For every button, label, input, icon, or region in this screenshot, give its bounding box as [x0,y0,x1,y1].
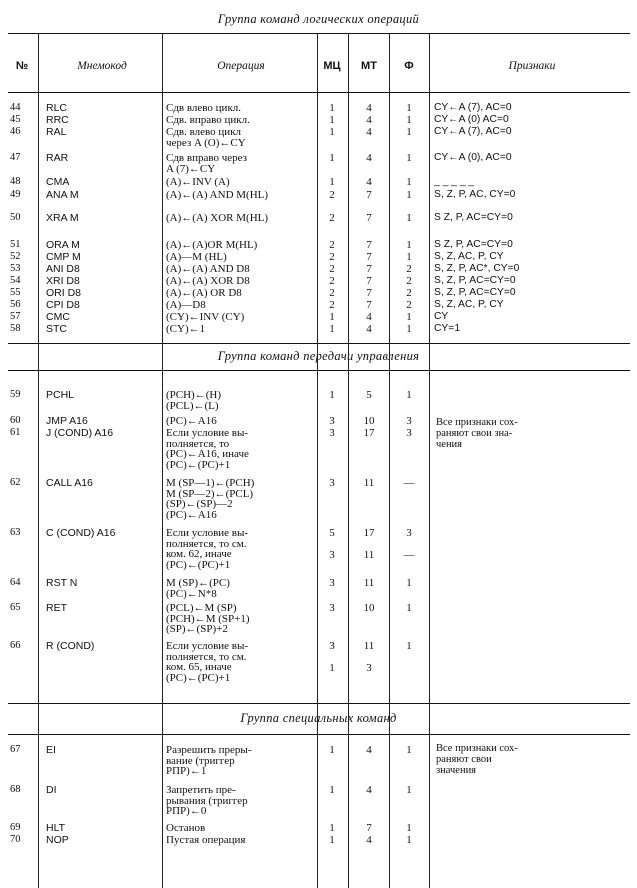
operation [166,252,316,263]
row-number: 65 [10,602,21,613]
header-flags: Признаки [508,60,556,72]
mnemonic: RAR [46,152,69,164]
clock-ticks: 4 [366,744,372,756]
row-number: 49 [10,189,21,200]
column-rule [389,33,390,888]
flags: S, Z, P, AC*, CY=0 [434,263,520,274]
header-mc: МЦ [323,60,341,72]
header-no: № [15,60,29,72]
row-number: 47 [10,152,21,163]
operation [166,264,316,275]
machine-cycles: 3 [329,577,335,589]
operation [166,177,316,188]
operation [166,785,316,817]
format-bytes: 1 [406,176,412,188]
operation [166,578,316,599]
operation-line: (SP)←(SP)+2 [166,623,228,635]
format-bytes: 1 [406,602,412,614]
mnemonic: NOP [46,834,69,846]
machine-cycles: 1 [329,389,335,401]
format-bytes: 1 [406,114,412,126]
operation-line: (PCH)←M (SP+1) [166,612,250,625]
operation-line: Разрешить преры- [166,744,252,756]
operation-line: (A)←(A) XOR M(HL) [166,212,269,224]
row-number: 69 [10,822,21,833]
clock-ticks: 4 [366,126,372,138]
operation [166,127,316,148]
column-rule [317,33,318,888]
operation-line: (SP)←(SP)—2 [166,498,233,510]
clock-ticks: 4 [366,152,372,164]
mnemonic: RET [46,602,67,614]
format-bytes: 1 [406,239,412,251]
operation-line: (A)—D8 [166,299,206,311]
note-line: чения [436,439,463,450]
machine-cycles: 3 [329,427,335,439]
operation-line: Если условие вы- [166,640,249,652]
machine-cycles: 1 [329,126,335,138]
operation-line: ком. 65, иначе [166,661,232,673]
operation [166,300,316,311]
machine-cycles: 1 [329,311,335,323]
clock-ticks: 7 [366,822,372,834]
operation-line: Запретить пре- [166,784,236,796]
clock-ticks: 4 [366,834,372,846]
format-bytes: 2 [406,263,412,275]
flags: S Z, P, AC=CY=0 [434,239,513,250]
operation-line: A (7)←CY [166,162,216,175]
operation-line: ком. 62, иначе [166,548,232,560]
row-number: 54 [10,275,21,286]
format-bytes: 1 [406,784,412,796]
flags: _ _ _ _ _ [434,176,475,187]
operation-line: (PC)←(PC)+1 [166,558,231,571]
format-bytes: 1 [406,389,412,401]
clock-ticks: 4 [366,176,372,188]
clock-ticks: 7 [366,251,372,263]
operation-line: M (SP—1)←(PCH) [166,477,255,489]
mnemonic: XRI D8 [46,275,80,287]
column-rule [162,33,163,888]
mnemonic: R (COND) [46,640,95,652]
row-number: 48 [10,176,21,187]
machine-cycles-alt: 3 [329,548,335,561]
format-bytes: — [403,477,415,489]
operation-line: (A)—M (HL) [166,251,227,263]
note-line: значения [436,765,477,776]
machine-cycles: 1 [329,102,335,114]
format-bytes: 2 [406,287,412,299]
row-number: 66 [10,640,21,651]
header-f: Ф [404,60,414,72]
clock-ticks: 7 [366,287,372,299]
clock-ticks: 10 [363,415,375,427]
machine-cycles: 1 [329,744,335,756]
row-number: 60 [10,415,21,426]
operation [166,240,316,251]
row-number: 59 [10,389,21,400]
operation-line: Останов [166,822,206,834]
machine-cycles: 1 [329,176,335,188]
operation [166,153,316,174]
machine-cycles: 1 [329,323,335,335]
operation-line: вание (триггер [166,754,235,767]
machine-cycles: 2 [329,189,335,201]
operation [166,528,316,570]
machine-cycles: 1 [329,152,335,164]
flags: S Z, P, AC=CY=0 [434,212,513,223]
mnemonic: RST N [46,577,78,589]
operation [166,324,316,335]
machine-cycles: 5 [329,527,335,539]
row-number: 44 [10,102,21,113]
clock-ticks: 10 [363,602,375,614]
operation [166,823,316,834]
note-line: Все признаки сох- [436,417,518,428]
row-number: 68 [10,784,21,795]
flags: S, Z, P, AC=CY=0 [434,287,516,298]
operation-line: через A (O)←CY [166,136,246,149]
operation-line: РПР)←1 [166,765,207,777]
format-bytes: 1 [406,102,412,114]
operation-line: (PCL)←(L) [166,399,219,412]
row-number: 55 [10,287,21,298]
operation [166,103,316,114]
divider [8,33,630,34]
flags: CY←A (7), AC=0 [434,126,512,137]
machine-cycles: 1 [329,822,335,834]
flags: CY [434,311,449,322]
row-number: 70 [10,834,21,845]
format-bytes: 1 [406,640,412,652]
operation [166,390,316,411]
mnemonic: EI [46,744,56,756]
operation [166,416,316,427]
row-number: 63 [10,527,21,538]
operation-line: (A)←(A) OR D8 [166,287,242,299]
format-bytes: 2 [406,275,412,287]
clock-ticks: 11 [363,640,375,652]
operation-line: (A)←(A) XOR D8 [166,275,250,287]
clock-ticks: 7 [366,299,372,311]
machine-cycles: 3 [329,640,335,652]
mnemonic: CMP M [46,251,81,263]
row-number: 57 [10,311,21,322]
column-rule [348,33,349,888]
row-number: 61 [10,427,21,438]
row-number: 64 [10,577,21,588]
operation-line: (PC)←A16 [166,508,217,521]
format-bytes: 1 [406,744,412,756]
mnemonic: C (COND) A16 [46,527,116,539]
row-number: 52 [10,251,21,262]
clock-ticks: 7 [366,263,372,275]
operation [166,603,316,635]
clock-ticks: 4 [366,323,372,335]
clock-ticks: 17 [363,427,375,439]
machine-cycles: 2 [329,263,335,275]
operation [166,288,316,299]
mnemonic: ANA M [46,189,79,201]
header-mt: МТ [361,60,377,72]
format-bytes: 1 [406,834,412,846]
format-bytes-alt: — [403,548,415,561]
note-line: Все признаки сох- [436,743,518,754]
operation-line: (CY)←INV (CY) [166,311,245,323]
clock-ticks: 7 [366,239,372,251]
flags: CY=1 [434,323,461,334]
operation-line: (A)←(A) AND D8 [166,263,250,275]
operation [166,213,316,224]
clock-ticks: 11 [363,477,375,489]
clock-ticks-alt: 11 [363,548,375,561]
operation-line: (PC)←(PC)+1 [166,458,231,471]
operation [166,478,316,520]
format-bytes: 1 [406,311,412,323]
flags: S, Z, AC, P, CY [434,299,504,310]
operation-line: (PC)←A16, иначе [166,448,249,460]
operation-line: Сдв влево цикл. [166,102,242,114]
header-operation: Операция [217,60,265,72]
note-line: раняют свои [436,754,492,765]
operation-line: (PC)←N*8 [166,587,217,600]
clock-ticks-alt: 3 [366,661,372,674]
mnemonic: J (COND) A16 [46,427,114,439]
operation-line: Если условие вы- [166,427,249,439]
clock-ticks: 4 [366,311,372,323]
divider [8,703,630,704]
machine-cycles: 1 [329,784,335,796]
divider [8,343,630,344]
operation-line: M (SP—2)←(PCL) [166,487,254,500]
clock-ticks: 17 [363,527,375,539]
clock-ticks: 4 [366,102,372,114]
divider [8,734,630,735]
operation-line: Пустая операция [166,834,246,846]
operation-line: (A)←(A) AND M(HL) [166,189,269,201]
format-bytes: 3 [406,415,412,427]
operation-line: Сдв. вправо цикл. [166,114,250,126]
mnemonic: CMC [46,311,70,323]
operation-line: (PC)←(PC)+1 [166,671,231,684]
format-bytes: 1 [406,577,412,589]
operation [166,276,316,287]
column-rule [429,33,430,888]
operation-line: (CY)←1 [166,323,206,335]
operation-line: полняется, то см. [166,537,247,550]
mnemonic: ORA M [46,239,80,251]
format-bytes: 3 [406,427,412,439]
section-title-special: Группа специальных команд [240,711,397,725]
machine-cycles: 2 [329,275,335,287]
column-rule [38,33,39,888]
machine-cycles: 2 [329,251,335,263]
format-bytes: 2 [406,299,412,311]
divider [8,92,630,93]
machine-cycles: 3 [329,602,335,614]
mnemonic: CPI D8 [46,299,80,311]
header-mnemonic: Мнемокод [77,60,127,72]
clock-ticks: 5 [366,389,372,401]
operation-line: Сдв. влево цикл [166,126,242,138]
machine-cycles: 2 [329,239,335,251]
format-bytes: 1 [406,189,412,201]
format-bytes: 1 [406,323,412,335]
mnemonic: ANI D8 [46,263,80,275]
flags: S, Z, P, AC, CY=0 [434,189,516,200]
format-bytes: 1 [406,152,412,164]
mnemonic: RLC [46,102,68,114]
clock-ticks: 7 [366,189,372,201]
clock-ticks: 4 [366,114,372,126]
machine-cycles: 2 [329,287,335,299]
operation-line: полняется, то см. [166,650,247,663]
mnemonic: RAL [46,126,67,138]
mnemonic: HLT [46,822,66,834]
mnemonic: ORI D8 [46,287,82,299]
operation-line: (A)←INV (A) [166,176,230,188]
clock-ticks: 7 [366,275,372,287]
format-bytes: 1 [406,126,412,138]
row-number: 45 [10,114,21,125]
flags: S, Z, AC, P, CY [434,251,504,262]
mnemonic: DI [46,784,57,796]
row-number: 46 [10,126,21,137]
mnemonic: CALL A16 [46,477,93,489]
operation [166,428,316,470]
row-number: 51 [10,239,21,250]
operation [166,312,316,323]
note-line: раняют свои зна- [436,428,513,439]
mnemonic: XRA M [46,212,79,224]
mnemonic: STC [46,323,67,335]
operation [166,190,316,201]
row-number: 50 [10,212,21,223]
format-bytes: 1 [406,251,412,263]
machine-cycles: 1 [329,114,335,126]
clock-ticks: 11 [363,577,375,589]
machine-cycles: 2 [329,212,335,224]
mnemonic: RRC [46,114,69,126]
format-bytes: 1 [406,822,412,834]
operation-line: (PCL)←M (SP) [166,602,237,614]
mnemonic: PCHL [46,389,75,401]
operation-line: рывания (триггер [166,794,248,807]
operation [166,835,316,846]
machine-cycles: 3 [329,415,335,427]
section-title-control: Группа команд передачи управления [217,349,420,363]
row-number: 62 [10,477,21,488]
operation-line: Сдв вправо через [166,152,247,164]
flags: CY←A (0), AC=0 [434,152,512,163]
operation-line: (A)←(A)OR M(HL) [166,239,258,251]
mnemonic: JMP A16 [46,415,88,427]
operation-line: (PC)←A16 [166,415,217,427]
machine-cycles: 3 [329,477,335,489]
format-bytes: 3 [406,527,412,539]
flags: CY←A (7), AC=0 [434,102,512,113]
clock-ticks: 7 [366,212,372,224]
operation [166,745,316,777]
row-number: 67 [10,744,21,755]
operation-line: Если условие вы- [166,527,249,539]
control-flags-note [436,417,626,450]
format-bytes: 1 [406,212,412,224]
special-flags-note [436,743,626,776]
row-number: 58 [10,323,21,334]
machine-cycles: 1 [329,834,335,846]
operation-line: полняется, то [166,437,230,450]
divider [8,370,630,371]
operation-line: (PCH)←(H) [166,389,221,401]
operation-line: РПР)←0 [166,805,207,817]
operation-line: M (SP)←(PC) [166,577,230,589]
flags: S, Z, P, AC=CY=0 [434,275,516,286]
machine-cycles-alt: 1 [329,661,335,674]
flags: CY←A (0) AC=0 [434,114,509,125]
clock-ticks: 4 [366,784,372,796]
mnemonic: CMA [46,176,70,188]
section-title-logic: Группа команд логических операций [217,12,420,26]
operation [166,641,316,683]
row-number: 56 [10,299,21,310]
row-number: 53 [10,263,21,274]
operation [166,115,316,126]
machine-cycles: 2 [329,299,335,311]
